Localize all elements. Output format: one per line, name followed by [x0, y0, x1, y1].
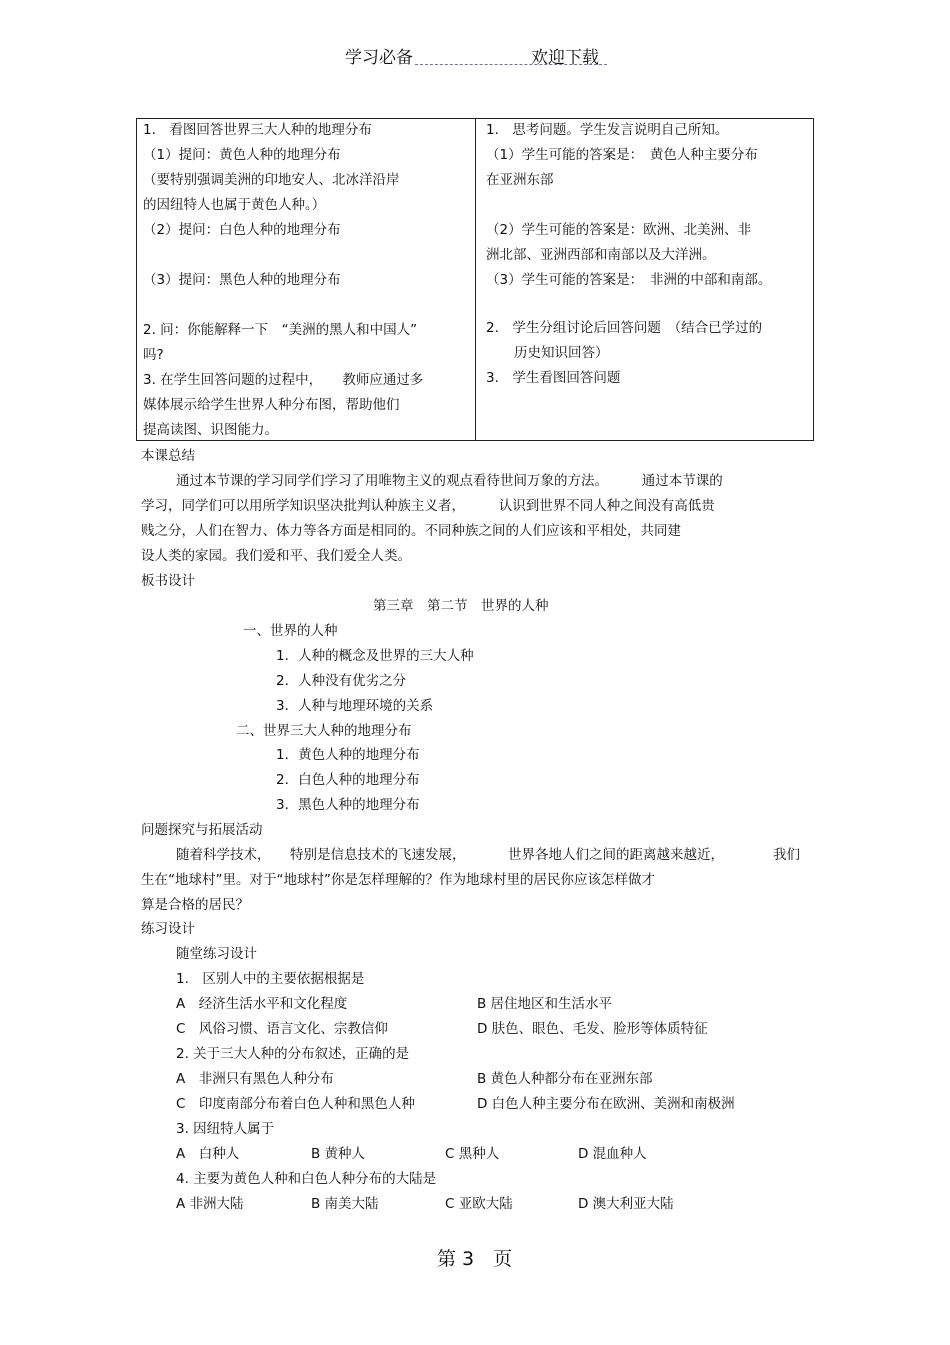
- teacher-activity-cell: [137, 119, 476, 441]
- board-title: 第三章 第二节 世界的人种: [373, 598, 549, 614]
- option: D 澳大利亚大陆: [578, 1196, 674, 1212]
- option: A 非洲只有黑色人种分布: [176, 1071, 334, 1087]
- table-right-line: 在亚洲东部: [486, 172, 554, 188]
- table-right-line: 历史知识回答）: [514, 345, 609, 361]
- option: C 亚欧大陆: [445, 1196, 513, 1212]
- board-item: 3．人种与地理环境的关系: [276, 698, 434, 714]
- question-3: 3. 因纽特人属于: [176, 1121, 275, 1137]
- table-left-line: 媒体展示给学生世界人种分布图，帮助他们: [143, 397, 400, 413]
- board-item: 2．白色人种的地理分布: [276, 772, 420, 788]
- explore-heading: 问题探究与拓展活动: [141, 822, 263, 838]
- summary-line: 贱之分，人们在智力、体力等各方面是相同的。不同种族之间的人们应该和平相处，共同建: [141, 523, 681, 539]
- option: A 经济生活水平和文化程度: [176, 996, 348, 1012]
- table-left-line: 的因纽特人也属于黄色人种。）: [143, 197, 326, 213]
- option: B 南美大陆: [311, 1196, 379, 1212]
- table-left-line: （2）提问：白色人种的地理分布: [143, 222, 341, 238]
- table-left-line: （3）提问：黑色人种的地理分布: [143, 272, 341, 288]
- option: C 风俗习惯、语言文化、宗教信仰: [176, 1021, 388, 1037]
- page-number: 第 3 页: [437, 1248, 513, 1270]
- student-activity-cell: [476, 119, 814, 441]
- header-left: 学习必备: [345, 48, 413, 68]
- option: C 黑种人: [445, 1146, 500, 1162]
- explore-line: 随着科学技术，: [176, 847, 271, 863]
- question-1: 1. 区别人中的主要依据根据是: [176, 971, 365, 987]
- table-right-line: （2）学生可能的答案是：欧洲、北美洲、非: [486, 222, 752, 238]
- summary-line: 设人类的家园。我们爱和平、我们爱全人类。: [141, 548, 411, 564]
- explore-line: 我们: [773, 847, 800, 863]
- option: B 黄种人: [311, 1146, 366, 1162]
- option: D 肤色、眼色、毛发、脸形等体质特征: [477, 1021, 708, 1037]
- explore-line: 世界各地人们之间的距离越来越近，: [508, 847, 724, 863]
- table-left-line: （要特别强调美洲的印地安人、北冰洋沿岸: [143, 172, 400, 188]
- table-left-line: 1. 看图回答世界三大人种的地理分布: [143, 122, 372, 138]
- board-item: 3．黑色人种的地理分布: [276, 797, 420, 813]
- table-right-line: 洲北部、亚洲西部和南部以及大洋洲。: [486, 247, 716, 263]
- summary-line: 通过本节课的学习同学们学习了用唯物主义的观点看待世间万象的方法。 通过本节课的: [176, 473, 723, 489]
- explore-line: 算是合格的居民？: [141, 897, 249, 913]
- explore-line: 特别是信息技术的飞速发展，: [290, 847, 466, 863]
- table-right-line: （3）学生可能的答案是： 非洲的中部和南部。: [486, 272, 772, 288]
- question-4: 4. 主要为黄色人种和白色人种分布的大陆是: [176, 1171, 437, 1187]
- board-section-1: 一、世界的人种: [243, 623, 338, 639]
- board-item: 1．黄色人种的地理分布: [276, 747, 420, 763]
- option: A 白种人: [176, 1146, 240, 1162]
- table-left-line: 提高读图、识图能力。: [143, 422, 278, 438]
- table-right-line: 3. 学生看图回答问题: [486, 370, 621, 386]
- lesson-table: [136, 118, 814, 441]
- table-left-line: （1）提问：黄色人种的地理分布: [143, 147, 341, 163]
- table-left-line: 3. 在学生回答问题的过程中， 教师应通过多: [143, 372, 424, 388]
- summary-heading: 本课总结: [141, 448, 195, 464]
- summary-line: 学习，同学们可以用所学知识坚决批判认种族主义者， 认识到世界不同人种之间没有高低贵: [141, 498, 715, 514]
- board-item: 1．人种的概念及世界的三大人种: [276, 648, 474, 664]
- table-left-line: 2. 问：你能解释一下 “美洲的黑人和中国人”: [143, 322, 418, 338]
- practice-subheading: 随堂练习设计: [176, 946, 257, 962]
- option: D 混血种人: [578, 1146, 647, 1162]
- option: D 白色人种主要分布在欧洲、美洲和南极洲: [477, 1096, 735, 1112]
- practice-heading: 练习设计: [141, 921, 195, 937]
- option: C 印度南部分布着白色人种和黑色人种: [176, 1096, 415, 1112]
- question-2: 2. 关于三大人种的分布叙述，正确的是: [176, 1046, 410, 1062]
- board-heading: 板书设计: [141, 573, 195, 589]
- header-right: 欢迎下载: [531, 48, 599, 68]
- header-underline: [415, 64, 607, 65]
- option: A 非洲大陆: [176, 1196, 244, 1212]
- option: B 黄色人种都分布在亚洲东部: [477, 1071, 653, 1087]
- table-right-line: （1）学生可能的答案是： 黄色人种主要分布: [486, 147, 758, 163]
- option: B 居住地区和生活水平: [477, 996, 613, 1012]
- table-right-line: 2. 学生分组讨论后回答问题 （结合已学过的: [486, 320, 763, 336]
- board-item: 2．人种没有优劣之分: [276, 673, 407, 689]
- table-right-line: 1. 思考问题。学生发言说明自己所知。: [486, 122, 729, 138]
- board-section-2: 二、世界三大人种的地理分布: [236, 723, 412, 739]
- explore-line: 生在“地球村”里。对于“地球村”你是怎样理解的？作为地球村里的居民你应该怎样做才: [141, 872, 655, 888]
- table-left-line: 吗?: [143, 347, 164, 363]
